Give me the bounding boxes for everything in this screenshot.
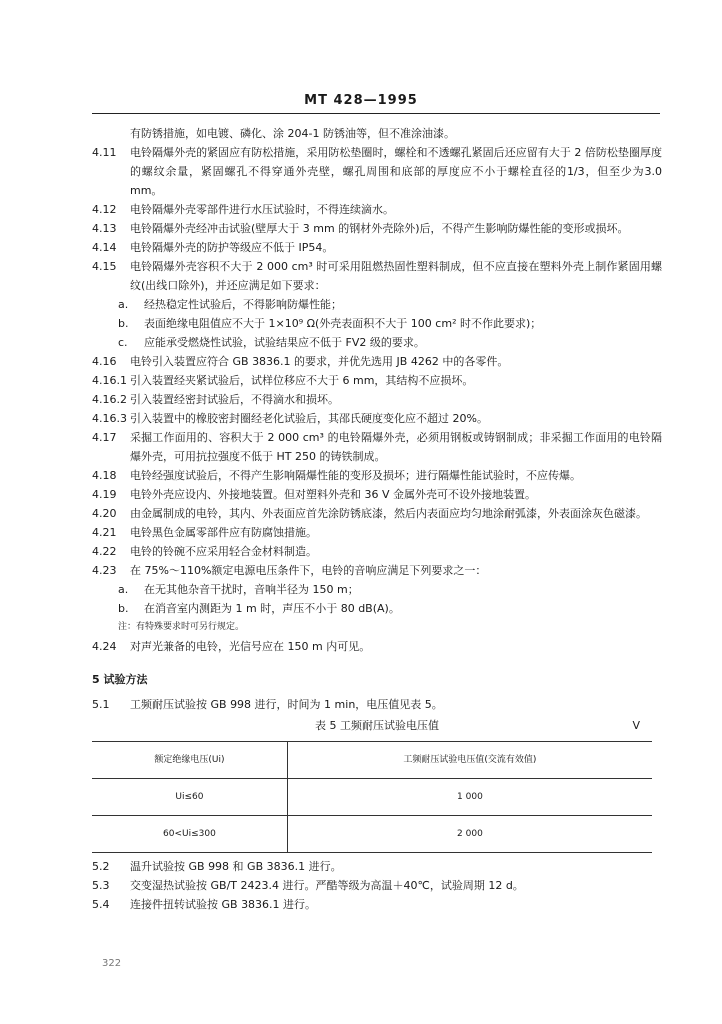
sub-item-letter: a.: [118, 298, 129, 311]
clause-text: 电铃黑色金属零部件应有防腐蚀措施。: [130, 526, 317, 539]
clause: [92, 238, 662, 257]
sub-item-text: 在无其他杂音干扰时，音响半径为 150 m；: [144, 583, 359, 596]
clause: [92, 895, 662, 914]
table-row: [92, 816, 652, 853]
clause-text: 工频耐压试验按 GB 998 进行，时间为 1 min，电压值见表 5。: [130, 698, 443, 711]
clause-number: 4.16: [92, 355, 117, 368]
clause-number: 4.13: [92, 222, 117, 235]
clause-number: 4.16.3: [92, 412, 127, 425]
clause-number: 4.15: [92, 260, 117, 273]
sub-item-letter: c.: [118, 336, 128, 349]
clause: [92, 485, 662, 504]
document-body: [92, 124, 662, 914]
sub-item-letter: b.: [118, 602, 129, 615]
clause-number: 4.22: [92, 545, 117, 558]
clause-text: 电铃经强度试验后，不得产生影响隔爆性能的变形及损坏；进行隔爆性能试验时，不应传爆。: [130, 469, 581, 482]
table-caption: [92, 716, 662, 735]
clause-number: 4.16.1: [92, 374, 127, 387]
clause-5-1: [92, 695, 662, 714]
clause: [92, 504, 662, 523]
clause-number: 4.12: [92, 203, 117, 216]
clause-text: 采掘工作面用的、容积大于 2 000 cm³ 的电铃隔爆外壳，必须用钢板或铸钢制成；非采掘工作面用的电铃隔爆外壳，可用抗拉强度不低于 HT 250 的铸铁制成。: [130, 431, 662, 463]
clause: [92, 857, 662, 876]
clause-text: 电铃隔爆外壳的防护等级应不低于 IP54。: [130, 241, 334, 254]
clause: [92, 523, 662, 542]
clause: [92, 143, 662, 200]
table-header: 额定绝缘电压(Ui): [92, 742, 287, 779]
clause-number: 4.23: [92, 564, 117, 577]
section-heading: 5 试验方法: [92, 673, 148, 686]
clause-number: 4.24: [92, 640, 117, 653]
voltage-table: [92, 741, 652, 853]
clause-number: 5.1: [92, 698, 110, 711]
clause-text: 引入装置中的橡胶密封圈经老化试验后，其邵氏硬度变化应不超过 20%。: [130, 412, 488, 425]
clause-number: 4.21: [92, 526, 117, 539]
clause-text: 电铃外壳应设内、外接地装置。但对塑料外壳和 36 V 金属外壳可不设外接地装置。: [130, 488, 537, 501]
sub-item: [92, 333, 662, 352]
paragraph-group-c: [92, 857, 662, 914]
clause-text: 引入装置经密封试验后，不得滴水和损坏。: [130, 393, 339, 406]
clause-text: 连接件扭转试验按 GB 3836.1 进行。: [130, 898, 317, 911]
sub-item-text: 表面绝缘电阻值应不大于 1×10⁹ Ω(外壳表面积不大于 100 cm² 时不作此要求)；: [144, 317, 542, 330]
clause-number: 4.17: [92, 431, 117, 444]
sub-item: [92, 295, 662, 314]
sub-item: [92, 599, 662, 618]
page-number: 322: [102, 958, 122, 969]
table-cell: Ui≤60: [92, 779, 287, 816]
clause-text: 电铃的铃碗不应采用轻合金材料制造。: [130, 545, 317, 558]
clause-number: [92, 124, 130, 143]
clause: [92, 352, 662, 371]
clause-number: 4.11: [92, 146, 117, 159]
note: 注：有特殊要求时可另行规定。: [118, 622, 245, 632]
sub-list-4-23: [92, 580, 662, 618]
sub-item-letter: b.: [118, 317, 129, 330]
table-cell: 60<Ui≤300: [92, 816, 287, 853]
clause-text: 电铃隔爆外壳零部件进行水压试验时，不得连续滴水。: [130, 203, 394, 216]
clause: [92, 409, 662, 428]
clause: [92, 390, 662, 409]
clause: [92, 876, 662, 895]
page-header: MT 428—1995: [304, 93, 418, 108]
table-row: [92, 779, 652, 816]
clause-text: 由金属制成的电铃，其内、外表面应首先涂防锈底漆，然后内表面应均匀地涂耐弧漆，外表面涂灰色磁漆。: [130, 507, 647, 520]
clause-text: 交变湿热试验按 GB/T 2423.4 进行。严酷等级为高温＋40℃，试验周期 12 d。: [130, 879, 524, 892]
clause-number: 5.4: [92, 898, 110, 911]
sub-item: [92, 314, 662, 333]
clause-text: 在 75%～110%额定电源电压条件下，电铃的音响应满足下列要求之一：: [130, 564, 487, 577]
clause-number: 4.20: [92, 507, 117, 520]
sub-item-text: 经热稳定性试验后，不得影响防爆性能；: [144, 298, 342, 311]
clause-text: 有防锈措施，如电镀、磷化、涂 204-1 防锈油等，但不准涂油漆。: [130, 127, 455, 140]
table-cell: 2 000: [287, 816, 652, 853]
clause-number: 5.2: [92, 860, 110, 873]
clause-text: 对声光兼备的电铃，光信号应在 150 m 内可见。: [130, 640, 371, 653]
clause-text: 温升试验按 GB 998 和 GB 3836.1 进行。: [130, 860, 342, 873]
paragraph-group-b: [92, 352, 662, 580]
sub-item-text: 应能承受燃烧性试验，试验结果应不低于 FV2 级的要求。: [144, 336, 425, 349]
clause: [92, 466, 662, 485]
sub-item-letter: a.: [118, 583, 129, 596]
table-title: 表 5 工频耐压试验电压值: [315, 719, 439, 732]
paragraph-group-a: [92, 124, 662, 295]
clause: [92, 542, 662, 561]
clause-text: 电铃引入装置应符合 GB 3836.1 的要求，并优先选用 JB 4262 中的各零件。: [130, 355, 509, 368]
clause: [92, 219, 662, 238]
sub-list-4-15: [92, 295, 662, 352]
clause-number: 5.3: [92, 879, 110, 892]
table-header: 工频耐压试验电压值(交流有效值): [287, 742, 652, 779]
clause: [92, 124, 662, 143]
table-unit: V: [632, 719, 640, 732]
clause-text: 电铃隔爆外壳的紧固应有防松措施，采用防松垫圈时，螺栓和不透螺孔紧固后还应留有大于 2 倍防松垫圈厚度的螺纹余量，紧固螺孔不得穿通外壳壁，螺孔周围和底部的厚度应不小于螺栓直径的1/3，但至少为3.0 mm。: [130, 146, 662, 197]
clause: [92, 371, 662, 390]
clause-number: 4.18: [92, 469, 117, 482]
clause: [92, 428, 662, 466]
clause-text: 引入装置经夹紧试验后，试样位移应不大于 6 mm，其结构不应损坏。: [130, 374, 474, 387]
sub-item: [92, 580, 662, 599]
clause-number: 4.14: [92, 241, 117, 254]
clause: [92, 561, 662, 580]
table-cell: 1 000: [287, 779, 652, 816]
clause-4-24: [92, 637, 662, 656]
header-rule: [92, 113, 660, 114]
clause-number: 4.19: [92, 488, 117, 501]
clause-text: 电铃隔爆外壳经冲击试验(壁厚大于 3 mm 的钢材外壳除外)后，不得产生影响防爆性能的变形或损坏。: [130, 222, 629, 235]
clause: [92, 257, 662, 295]
clause-text: 电铃隔爆外壳容积不大于 2 000 cm³ 时可采用阻燃热固性塑料制成，但不应直接在塑料外壳上制作紧固用螺纹(出线口除外)，并还应满足如下要求：: [130, 260, 662, 292]
clause: [92, 200, 662, 219]
clause-number: 4.16.2: [92, 393, 127, 406]
sub-item-text: 在消音室内测距为 1 m 时，声压不小于 80 dB(A)。: [144, 602, 400, 615]
